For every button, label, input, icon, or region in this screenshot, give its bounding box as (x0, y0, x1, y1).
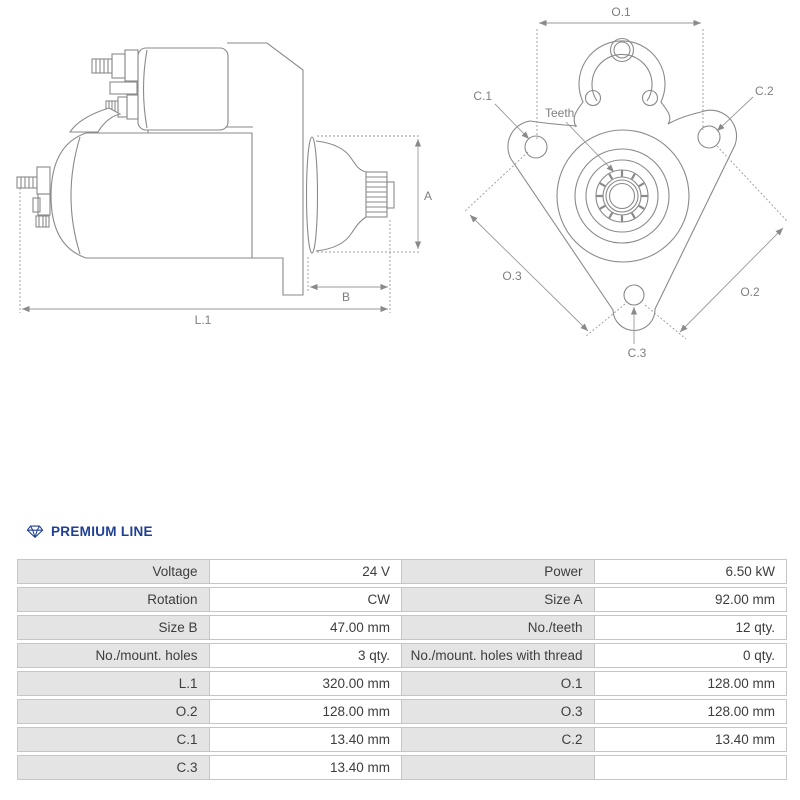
dim-label-c2: C.2 (755, 84, 774, 98)
spec-value-cell: 13.40 mm (210, 755, 403, 780)
dim-line-o3 (470, 215, 588, 331)
dim-label-b: B (341, 290, 351, 304)
dim-label-c3: C.3 (627, 346, 647, 360)
spec-label-cell: O.2 (17, 699, 210, 724)
spec-value-cell: 0 qty. (595, 643, 788, 668)
solenoid-body (138, 48, 228, 130)
arch-outer (574, 41, 670, 127)
leader-c1 (495, 104, 529, 139)
spec-value-cell: CW (210, 587, 403, 612)
solenoid-tab (110, 82, 137, 94)
diamond-icon (26, 524, 44, 539)
left-terminal-block (37, 167, 50, 194)
spec-label-cell: O.1 (402, 671, 595, 696)
gear-teeth (597, 171, 648, 222)
brand-label: PREMIUM LINE (51, 524, 153, 539)
mount-hole-c2 (698, 126, 720, 148)
left-stud-thread (17, 177, 37, 188)
side-view-drawing (17, 43, 394, 295)
spec-table (17, 556, 787, 783)
spec-label-cell: Power (402, 559, 595, 584)
spec-label-cell: O.3 (402, 699, 595, 724)
nose-cone (316, 141, 366, 251)
dim-line-o2 (680, 228, 783, 332)
dim-label-o3: O.3 (502, 269, 522, 283)
spec-value-cell: 3 qty. (210, 643, 403, 668)
table-row (17, 727, 787, 752)
gear-root-ring (603, 177, 641, 215)
spec-label-cell: Size B (17, 615, 210, 640)
gear-hub-ring (606, 180, 638, 212)
terminal-bolt-nut (112, 54, 125, 78)
arch-hole-right (643, 91, 658, 106)
spec-value-cell: 12 qty. (595, 615, 788, 640)
dim-label-o2: O.2 (740, 285, 760, 299)
table-row (17, 755, 787, 780)
left-terminal-side (33, 198, 40, 212)
gear-outer-ring (596, 170, 648, 222)
spec-value-cell: 128.00 mm (595, 699, 788, 724)
terminal-bolt-base (125, 50, 138, 81)
front-view-drawing (508, 39, 737, 331)
spec-value-cell (595, 755, 788, 780)
spec-value-cell: 128.00 mm (595, 671, 788, 696)
spec-label-cell: Size A (402, 587, 595, 612)
spec-label-cell: Rotation (17, 587, 210, 612)
table-row (17, 587, 787, 612)
mount-hole-c1 (525, 136, 547, 158)
spec-value-cell: 13.40 mm (210, 727, 403, 752)
spec-value-cell: 92.00 mm (595, 587, 788, 612)
spec-value-cell: 24 V (210, 559, 403, 584)
mount-hole-c3 (624, 285, 644, 305)
dim-label-l1: L.1 (194, 313, 212, 327)
spec-value-cell: 13.40 mm (595, 727, 788, 752)
dim-label-c1: C.1 (473, 89, 492, 103)
spec-value-cell: 6.50 kW (595, 559, 788, 584)
terminal-bolt-thread (92, 59, 112, 73)
table-row (17, 643, 787, 668)
brand-line (26, 524, 153, 539)
dim-label-o1: O.1 (611, 5, 631, 19)
spec-value-cell: 47.00 mm (210, 615, 403, 640)
table-row (17, 699, 787, 724)
spec-label-cell: C.3 (17, 755, 210, 780)
pinion-shaft (366, 172, 387, 217)
spec-value-cell: 320.00 mm (210, 671, 403, 696)
spec-label-cell: C.1 (17, 727, 210, 752)
spec-label-cell: No./mount. holes with thread (402, 643, 595, 668)
flange-rim (307, 137, 318, 253)
table-row (17, 671, 787, 696)
table-row (17, 559, 787, 584)
housing-circle-mid (575, 149, 669, 243)
shaft-end-cap (387, 182, 394, 208)
spec-label-cell: L.1 (17, 671, 210, 696)
table-row (17, 615, 787, 640)
spec-value-cell: 128.00 mm (210, 699, 403, 724)
spec-label-cell: C.2 (402, 727, 595, 752)
gear-bore (610, 184, 635, 209)
support-arm (70, 108, 120, 132)
spec-label-cell: No./mount. holes (17, 643, 210, 668)
leader-teeth (566, 122, 614, 172)
terminal-bolt2-base (127, 95, 138, 119)
spec-label-cell (402, 755, 595, 780)
arch-top-hole (614, 42, 630, 58)
teeth-label: Teeth (545, 106, 575, 120)
motor-body (51, 133, 252, 258)
dim-label-a: A (424, 189, 433, 203)
spec-label-cell: No./teeth (402, 615, 595, 640)
spec-label-cell: Voltage (17, 559, 210, 584)
